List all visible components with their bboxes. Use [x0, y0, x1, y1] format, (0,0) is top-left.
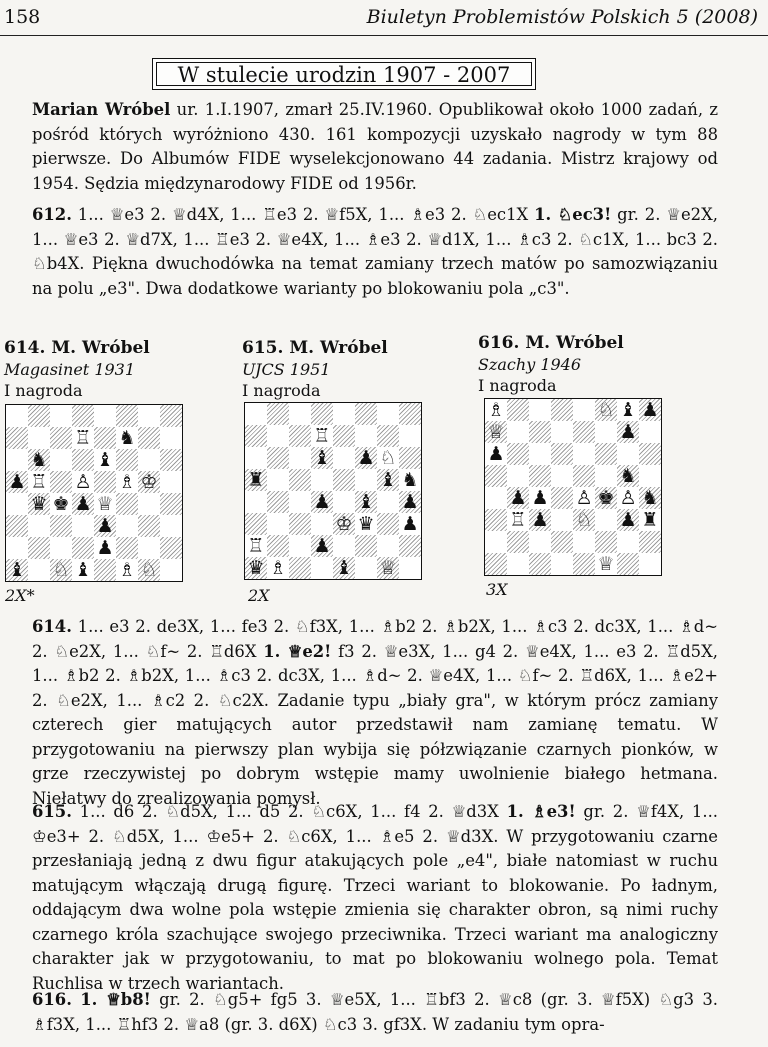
chess-piece: ♘ [379, 447, 397, 469]
chess-piece: ♘ [52, 559, 70, 581]
chess-piece: ♞ [401, 469, 419, 491]
solution-615-key: 1. ♗e3! [506, 802, 576, 821]
board-square [245, 535, 267, 557]
diagram-source: UJCS 1951 [242, 360, 331, 379]
board-square [333, 491, 355, 513]
board-square [507, 509, 529, 531]
board-square [399, 513, 421, 535]
board-square [399, 557, 421, 579]
board-square [573, 553, 595, 575]
board-square [333, 447, 355, 469]
board-square [399, 535, 421, 557]
solution-615-text-a: 1... d6 2. ♘d5X, 1... d5 2. ♘c6X, 1... f4 2. ♕d3X [71, 802, 507, 821]
diagram-616-stipulation: 3X [486, 580, 508, 599]
board-square [138, 493, 160, 515]
board-square [529, 465, 551, 487]
board-square [595, 443, 617, 465]
board-square [355, 535, 377, 557]
chess-piece: ♖ [247, 535, 265, 557]
board-square [267, 447, 289, 469]
board-square [595, 399, 617, 421]
board-square [377, 557, 399, 579]
board-square [28, 427, 50, 449]
chess-piece: ♞ [619, 465, 637, 487]
board-square [485, 465, 507, 487]
chess-piece: ♝ [379, 469, 397, 491]
board-square [160, 537, 182, 559]
diagram-title: 615. M. Wróbel [242, 338, 388, 358]
chess-piece: ♟ [313, 535, 331, 557]
board-square [573, 487, 595, 509]
board-square [72, 449, 94, 471]
board-square [507, 399, 529, 421]
solution-616-number: 616. [32, 990, 72, 1009]
board-square [6, 559, 28, 581]
board-square [485, 553, 507, 575]
board-square [160, 449, 182, 471]
board-square [28, 559, 50, 581]
board-square [485, 443, 507, 465]
board-square [138, 515, 160, 537]
diagram-source: Magasinet 1931 [4, 360, 136, 379]
board-square [551, 465, 573, 487]
board-square [311, 425, 333, 447]
board-square [72, 405, 94, 427]
board-square [551, 487, 573, 509]
solution-615 [4, 800, 718, 993]
header-rule [0, 35, 768, 36]
board-square [617, 465, 639, 487]
board-square [377, 535, 399, 557]
board-square [6, 515, 28, 537]
board-square [573, 509, 595, 531]
chess-piece: ♝ [313, 447, 331, 469]
board-square [551, 421, 573, 443]
diagram-prize: I nagroda [478, 376, 557, 395]
chess-piece: ♞ [118, 427, 136, 449]
board-square [94, 559, 116, 581]
solution-612-text-a: 1... ♕e3 2. ♕d4X, 1... ♖e3 2. ♕f5X, 1... ♗e3 2. ♘ec1X [71, 205, 535, 224]
board-square [639, 443, 661, 465]
board-square [6, 405, 28, 427]
chessboard-615 [244, 402, 422, 580]
board-square [116, 493, 138, 515]
board-square [617, 399, 639, 421]
chess-piece: ♕ [597, 553, 615, 575]
board-square [267, 469, 289, 491]
chess-piece: ♔ [335, 513, 353, 535]
chess-piece: ♟ [313, 491, 331, 513]
board-square [639, 399, 661, 421]
board-square [28, 471, 50, 493]
board-square [245, 557, 267, 579]
board-square [595, 421, 617, 443]
diagram-title: 616. M. Wróbel [478, 333, 624, 353]
board-square [311, 513, 333, 535]
board-square [551, 443, 573, 465]
board-square [289, 491, 311, 513]
board-square [595, 509, 617, 531]
board-square [617, 421, 639, 443]
board-square [289, 403, 311, 425]
board-square [311, 491, 333, 513]
chess-piece: ♖ [74, 427, 92, 449]
board-square [507, 443, 529, 465]
board-square [50, 449, 72, 471]
board-square [573, 465, 595, 487]
board-square [355, 513, 377, 535]
chess-piece: ♞ [30, 449, 48, 471]
page-number: 158 [4, 6, 41, 28]
board-square [28, 537, 50, 559]
chess-piece: ♙ [619, 487, 637, 509]
board-square [507, 421, 529, 443]
board-square [507, 553, 529, 575]
board-square [72, 493, 94, 515]
chess-piece: ♟ [619, 421, 637, 443]
board-square [529, 509, 551, 531]
board-square [94, 405, 116, 427]
board-square [311, 557, 333, 579]
chess-piece: ♖ [313, 425, 331, 447]
solution-614-number: 614. [32, 617, 72, 636]
board-square [639, 553, 661, 575]
board-square [28, 515, 50, 537]
journal-title: Biuletyn Problemistów Polskich 5 (2008) [366, 6, 758, 28]
board-square [94, 471, 116, 493]
board-square [289, 447, 311, 469]
board-square [116, 471, 138, 493]
board-square [485, 509, 507, 531]
board-square [377, 403, 399, 425]
board-square [289, 513, 311, 535]
board-square [355, 491, 377, 513]
solution-612-text-b: gr. 2. ♕e2X, 1... ♕e3 2. ♕d7X, 1... ♖e3 2. ♕e4X, 1... ♗e3 2. ♕d1X, 1... ♗c3 2. ♘c1X, 1... bc3 2. ♘b4X. Piękna dwuchodówka na temat zamiany trzech matów po samozwiązaniu na polu „e3". Dwa dodatkowe warianty po blokowaniu pola „c3". [32, 205, 718, 298]
chess-piece: ♟ [96, 537, 114, 559]
board-square [50, 537, 72, 559]
board-square [333, 557, 355, 579]
chess-piece: ♗ [487, 399, 505, 421]
board-square [138, 427, 160, 449]
board-square [94, 427, 116, 449]
chess-piece: ♝ [619, 399, 637, 421]
chess-piece: ♟ [357, 447, 375, 469]
solution-616-text-b: gr. 2. ♘g5+ fg5 3. ♕e5X, 1... ♖bf3 2. ♕c8 (gr. 3. ♕f5X) ♘g3 3. ♗f3X, 1... ♖hf3 2. ♕a8 (gr. 3. d6X) ♘c3 3. gf3X. W zadaniu tym opra- [32, 990, 718, 1034]
chess-piece: ♞ [641, 487, 659, 509]
chess-piece: ♗ [118, 471, 136, 493]
chess-piece: ♗ [269, 557, 287, 579]
board-square [94, 515, 116, 537]
board-square [116, 405, 138, 427]
board-square [311, 469, 333, 491]
board-square [72, 471, 94, 493]
board-square [138, 559, 160, 581]
solution-616-key: 1. ♕b8! [80, 990, 151, 1009]
chess-piece: ♗ [118, 559, 136, 581]
board-square [311, 403, 333, 425]
chess-piece: ♙ [575, 487, 593, 509]
board-square [377, 447, 399, 469]
board-square [245, 491, 267, 513]
board-square [160, 559, 182, 581]
chess-piece: ♟ [8, 471, 26, 493]
chess-piece: ♕ [379, 557, 397, 579]
chess-piece: ♛ [357, 513, 375, 535]
board-square [377, 491, 399, 513]
board-square [94, 449, 116, 471]
board-square [267, 513, 289, 535]
board-square [311, 535, 333, 557]
board-square [529, 399, 551, 421]
chess-piece: ♔ [140, 471, 158, 493]
board-square [28, 493, 50, 515]
diagram-614-stipulation: 2X* [5, 586, 35, 605]
chess-piece: ♟ [96, 515, 114, 537]
board-square [289, 469, 311, 491]
board-square [485, 421, 507, 443]
board-square [355, 403, 377, 425]
board-square [245, 513, 267, 535]
board-square [333, 425, 355, 447]
board-square [399, 447, 421, 469]
board-square [639, 421, 661, 443]
section-title: W stulecie urodzin 1907 - 2007 [156, 62, 532, 86]
board-square [289, 557, 311, 579]
chess-piece: ♚ [52, 493, 70, 515]
chess-piece: ♝ [74, 559, 92, 581]
solution-612-number: 612. [32, 205, 72, 224]
board-square [355, 557, 377, 579]
board-square [72, 515, 94, 537]
board-square [267, 557, 289, 579]
board-square [573, 399, 595, 421]
board-square [529, 487, 551, 509]
chess-piece: ♛ [30, 493, 48, 515]
board-square [529, 421, 551, 443]
board-square [595, 487, 617, 509]
solution-614 [4, 615, 718, 808]
board-square [617, 443, 639, 465]
chess-piece: ♝ [8, 559, 26, 581]
chess-piece: ♘ [597, 399, 615, 421]
board-square [639, 487, 661, 509]
board-square [377, 469, 399, 491]
chess-piece: ♟ [401, 491, 419, 513]
solution-616 [4, 988, 718, 1044]
board-square [399, 469, 421, 491]
diagram-615-stipulation: 2X [248, 586, 270, 605]
board-square [355, 469, 377, 491]
board-square [72, 427, 94, 449]
chess-piece: ♘ [140, 559, 158, 581]
chess-piece: ♜ [641, 509, 659, 531]
board-square [267, 403, 289, 425]
board-square [377, 513, 399, 535]
chess-piece: ♟ [401, 513, 419, 535]
board-square [267, 491, 289, 513]
chess-piece: ♟ [74, 493, 92, 515]
board-square [160, 405, 182, 427]
board-square [551, 531, 573, 553]
board-square [245, 469, 267, 491]
board-square [160, 471, 182, 493]
board-square [50, 515, 72, 537]
board-square [289, 425, 311, 447]
board-square [160, 515, 182, 537]
section-title-box [152, 58, 536, 90]
board-square [94, 493, 116, 515]
diagram-616-caption [478, 333, 708, 396]
board-square [160, 427, 182, 449]
board-square [72, 537, 94, 559]
solution-614-text-a: 1... e3 2. de3X, 1... fe3 2. ♘f3X, 1... ♗b2 2. ♗b2X, 1... ♗c3 2. dc3X, 1... ♗d~ 2. ♘e2X, 1... ♘f~ 2. ♖d6X [32, 617, 718, 661]
board-square [639, 465, 661, 487]
board-square [639, 531, 661, 553]
board-square [551, 399, 573, 421]
diagram-prize: I nagroda [242, 381, 321, 400]
board-square [116, 427, 138, 449]
board-square [6, 427, 28, 449]
board-square [399, 491, 421, 513]
solution-615-text-b: gr. 2. ♕f4X, 1... ♔e3+ 2. ♘d5X, 1... ♔e5+ 2. ♘c6X, 1... ♗e5 2. ♕d3X. W przygotowaniu czarne przesłaniają jedną z dwu figur atakujących pole „e4", białe natomiast w ruchu matującym włączają drugą figurę. Trzeci wariant to blokowanie. Po ładnym, oddającym dwa wolne pola wstępie zmienia się charakter obron, są nimi ruchy czarnego króla szachujące swojego przeciwnika. Trzeci wariant ma analogiczny charakter jak w przygotowaniu, to mat po blokowaniu wolnego pola. Temat Ruchlisa w trzech wariantach. [32, 802, 718, 993]
chessboard-616 [484, 398, 662, 576]
board-square [50, 405, 72, 427]
board-square [595, 531, 617, 553]
chess-piece: ♟ [487, 443, 505, 465]
board-square [6, 493, 28, 515]
chess-piece: ♜ [247, 469, 265, 491]
bio-name: Marian Wróbel [32, 100, 171, 119]
solution-615-number: 615. [32, 802, 72, 821]
chess-piece: ♕ [487, 421, 505, 443]
board-square [138, 471, 160, 493]
board-square [311, 447, 333, 469]
bio-paragraph [4, 98, 718, 196]
board-square [138, 449, 160, 471]
chess-piece: ♝ [335, 557, 353, 579]
board-square [595, 465, 617, 487]
diagram-prize: I nagroda [4, 381, 83, 400]
board-square [6, 471, 28, 493]
chess-piece: ♛ [247, 557, 265, 579]
board-square [551, 553, 573, 575]
diagram-614-caption [4, 338, 234, 401]
board-square [485, 399, 507, 421]
board-square [551, 509, 573, 531]
chess-piece: ♝ [96, 449, 114, 471]
board-square [485, 487, 507, 509]
board-square [138, 537, 160, 559]
board-square [573, 531, 595, 553]
diagram-615-caption [242, 338, 472, 401]
board-square [28, 405, 50, 427]
chess-piece: ♘ [575, 509, 593, 531]
board-square [639, 509, 661, 531]
bio-text: ur. 1.I.1907, zmarł 25.IV.1960. Opublikował około 1000 zadań, z pośród których wyróżniono 430. 161 kompozycji uzyskało nagrody w tym 88 pierwsze. Do Albumów FIDE wyselekcjonowano 44 zadania. Mistrz krajowy od 1954. Sędzia międzynarodowy FIDE od 1956r. [32, 100, 718, 193]
board-square [573, 421, 595, 443]
board-square [529, 443, 551, 465]
solution-614-key: 1. ♕e2! [263, 641, 332, 661]
board-square [72, 559, 94, 581]
board-square [116, 515, 138, 537]
board-square [333, 513, 355, 535]
chess-piece: ♟ [531, 487, 549, 509]
board-square [138, 405, 160, 427]
board-square [529, 553, 551, 575]
board-square [355, 425, 377, 447]
chess-piece: ♟ [531, 509, 549, 531]
board-square [507, 531, 529, 553]
board-square [333, 403, 355, 425]
board-square [617, 509, 639, 531]
board-square [245, 403, 267, 425]
board-square [28, 449, 50, 471]
solution-614-text-b: f3 2. ♕e3X, 1... g4 2. ♕e4X, 1... e3 2. ♖d5X, 1... ♗b2 2. ♗b2X, 1... ♗c3 2. dc3X, 1... ♗d~ 2. ♕e4X, 1... ♘f~ 2. ♖d6X, 1... ♗e2+ 2. ♘e2X, 1... ♗c2 2. ♘c2X. Zadanie typu „biały gra", w którym prócz zamiany czterech gier matujących autor przedstawił nam zamianę tematu. W przygotowaniu na pierwszy plan wybija się półzwiązanie czarnych pionków, w grze rzeczywistej po dobrym wstępie mamy uwolnienie białego hetmana. Niełatwy do zrealizowania pomysł. [32, 641, 718, 808]
solution-612-key: 1. ♘ec3! [534, 205, 612, 224]
chess-piece: ♖ [509, 509, 527, 531]
board-square [6, 537, 28, 559]
board-square [377, 425, 399, 447]
board-square [50, 471, 72, 493]
board-square [399, 403, 421, 425]
board-square [573, 443, 595, 465]
board-square [50, 427, 72, 449]
chess-piece: ♕ [96, 493, 114, 515]
chess-piece: ♖ [30, 471, 48, 493]
chessboard-614 [5, 404, 183, 582]
board-square [507, 465, 529, 487]
diagram-source: Szachy 1946 [478, 355, 582, 374]
board-square [355, 447, 377, 469]
board-square [245, 447, 267, 469]
solution-612 [4, 203, 718, 323]
diagram-title: 614. M. Wróbel [4, 338, 150, 358]
board-square [485, 531, 507, 553]
board-square [333, 469, 355, 491]
board-square [6, 449, 28, 471]
board-square [289, 535, 311, 557]
board-square [595, 553, 617, 575]
board-square [507, 487, 529, 509]
board-square [617, 531, 639, 553]
board-square [160, 493, 182, 515]
chess-piece: ♟ [641, 399, 659, 421]
board-square [116, 559, 138, 581]
board-square [399, 425, 421, 447]
board-square [94, 537, 116, 559]
chess-piece: ♟ [619, 509, 637, 531]
board-square [267, 535, 289, 557]
board-square [617, 553, 639, 575]
board-square [617, 487, 639, 509]
board-square [333, 535, 355, 557]
board-square [245, 425, 267, 447]
board-square [529, 531, 551, 553]
chess-piece: ♟ [509, 487, 527, 509]
chess-piece: ♝ [357, 491, 375, 513]
board-square [116, 537, 138, 559]
chess-piece: ♙ [74, 471, 92, 493]
board-square [267, 425, 289, 447]
board-square [116, 449, 138, 471]
board-square [50, 493, 72, 515]
board-square [50, 559, 72, 581]
chess-piece: ♚ [597, 487, 615, 509]
